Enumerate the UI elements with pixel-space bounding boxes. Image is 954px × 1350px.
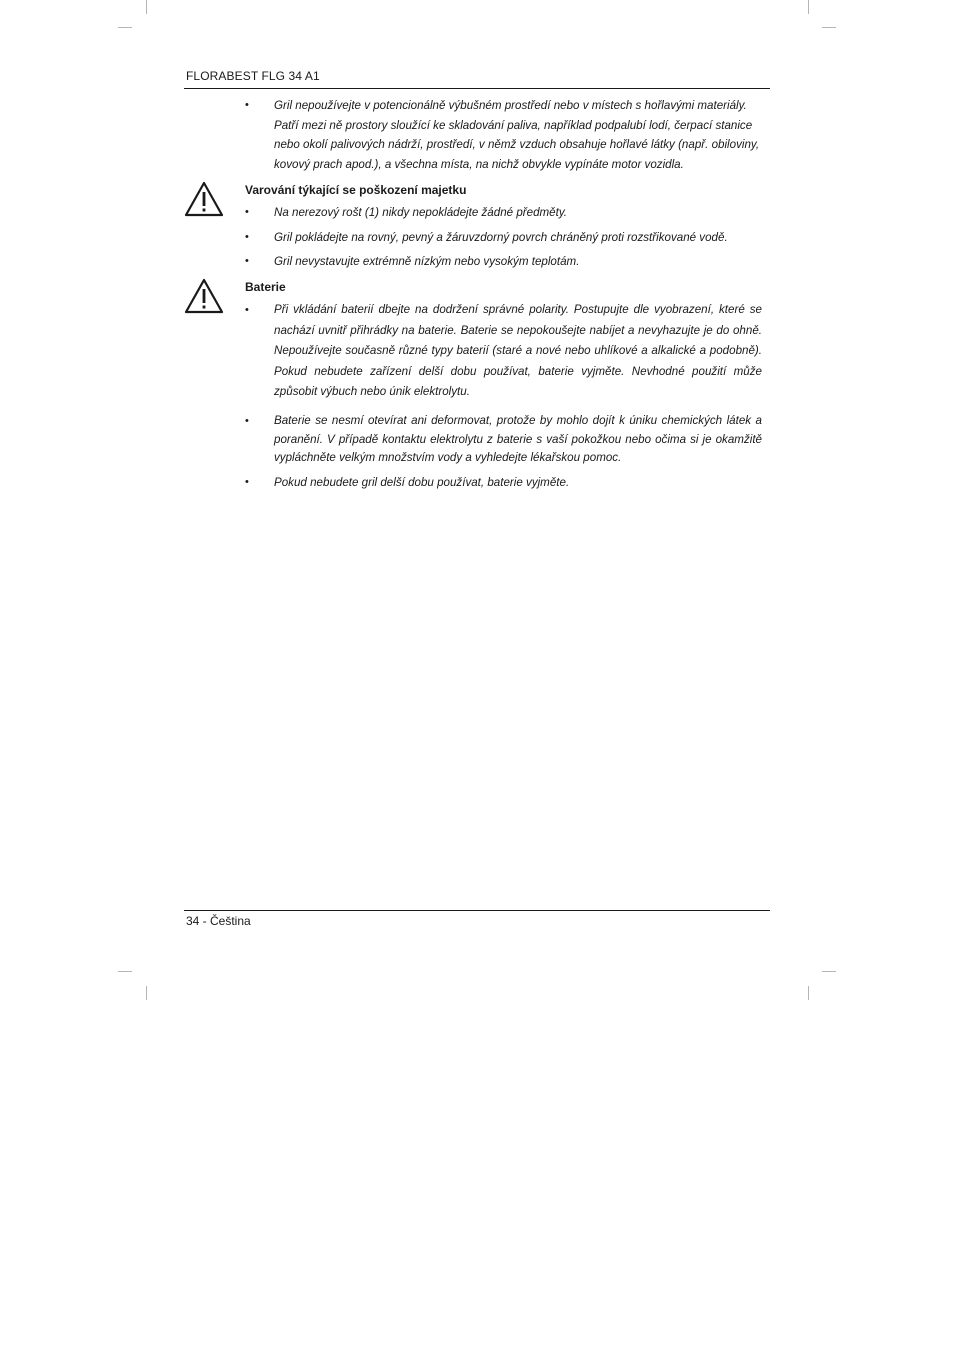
crop-mark	[118, 971, 132, 972]
header-rule	[184, 88, 770, 89]
list-item	[184, 252, 770, 272]
bullet: •	[245, 205, 249, 218]
section-heading: Baterie	[245, 279, 286, 294]
crop-mark	[808, 986, 809, 1000]
section-battery-warning	[184, 278, 770, 493]
list-item-text: Gril nepoužívejte v potencionálně výbušném prostředí nebo v místech s hořlavými materiály. Patří mezi ně prostory sloužící ke skladování paliva, například podpalubí lodí, čerpací stanice nebo okolí palivových nádrží, prostředí, v němž vzduch obsahuje hořlavé látky (např. obiloviny, kovový prach apod.), a všechna místa, na nichž obvykle vypínáte motor vozidla.	[274, 99, 760, 172]
page-content	[184, 96, 770, 498]
list-item-text: Pokud nebudete gril delší dobu používat, baterie vyjměte.	[274, 476, 570, 490]
crop-mark	[146, 986, 147, 1000]
bullet: •	[245, 255, 249, 268]
footer-rule	[184, 910, 770, 911]
list-item	[184, 473, 770, 493]
bullet: •	[245, 476, 249, 489]
page-header-title: FLORABEST FLG 34 A1	[186, 69, 320, 83]
list-item	[184, 96, 770, 175]
crop-mark	[118, 27, 132, 28]
bullet: •	[245, 414, 249, 427]
list-item-text: Gril nevystavujte extrémně nízkým nebo vysokým teplotám.	[274, 255, 580, 269]
list-item	[184, 228, 770, 248]
bullet: •	[245, 230, 249, 243]
list-item	[184, 412, 770, 468]
list-item-text: Při vkládání baterií dbejte na dodržení správné polarity. Postupujte dle vyobrazení, které se nachází uvnitř přihrádky na baterie. Baterie se nepokoušejte nabíjet a nevyhazujte je do ohně. Nepoužívejte současně různé typy baterií (staré a nové nebo uhlíkové a alkalické a podobně). Pokud nebudete zařízení delší dobu používat, baterie vyjměte. Nevhodné použití může způsobit výbuch nebo únik elektrolytu.	[274, 302, 762, 399]
bullet: •	[245, 303, 249, 316]
list-item-text: Baterie se nesmí otevírat ani deformovat, protože by mohlo dojít k úniku chemických látek a poranění. V případě kontaktu elektrolytu z baterie s vaší pokožkou nebo očima si je okamžitě vypláchněte velkým množstvím vody a vyhledejte lékařskou pomoc.	[274, 413, 762, 465]
bullet: •	[245, 99, 249, 111]
section-property-warning	[184, 181, 770, 272]
crop-mark	[822, 971, 836, 972]
section-bullet-list	[184, 203, 770, 272]
crop-mark	[808, 0, 809, 14]
section-bullet-list	[184, 300, 770, 493]
list-item-text: Gril pokládejte na rovný, pevný a žáruvzdorný povrch chráněný proti rozstřikované vodě.	[274, 230, 728, 244]
list-item-text: Na nerezový rošt (1) nikdy nepokládejte žádné předměty.	[274, 205, 568, 219]
section-heading: Varování týkající se poškození majetku	[245, 182, 467, 197]
crop-mark	[822, 27, 836, 28]
list-item	[184, 203, 770, 223]
list-item	[184, 300, 770, 403]
crop-mark	[146, 0, 147, 14]
page-number-label: 34 - Čeština	[186, 914, 251, 928]
top-bullet-list	[184, 96, 770, 175]
